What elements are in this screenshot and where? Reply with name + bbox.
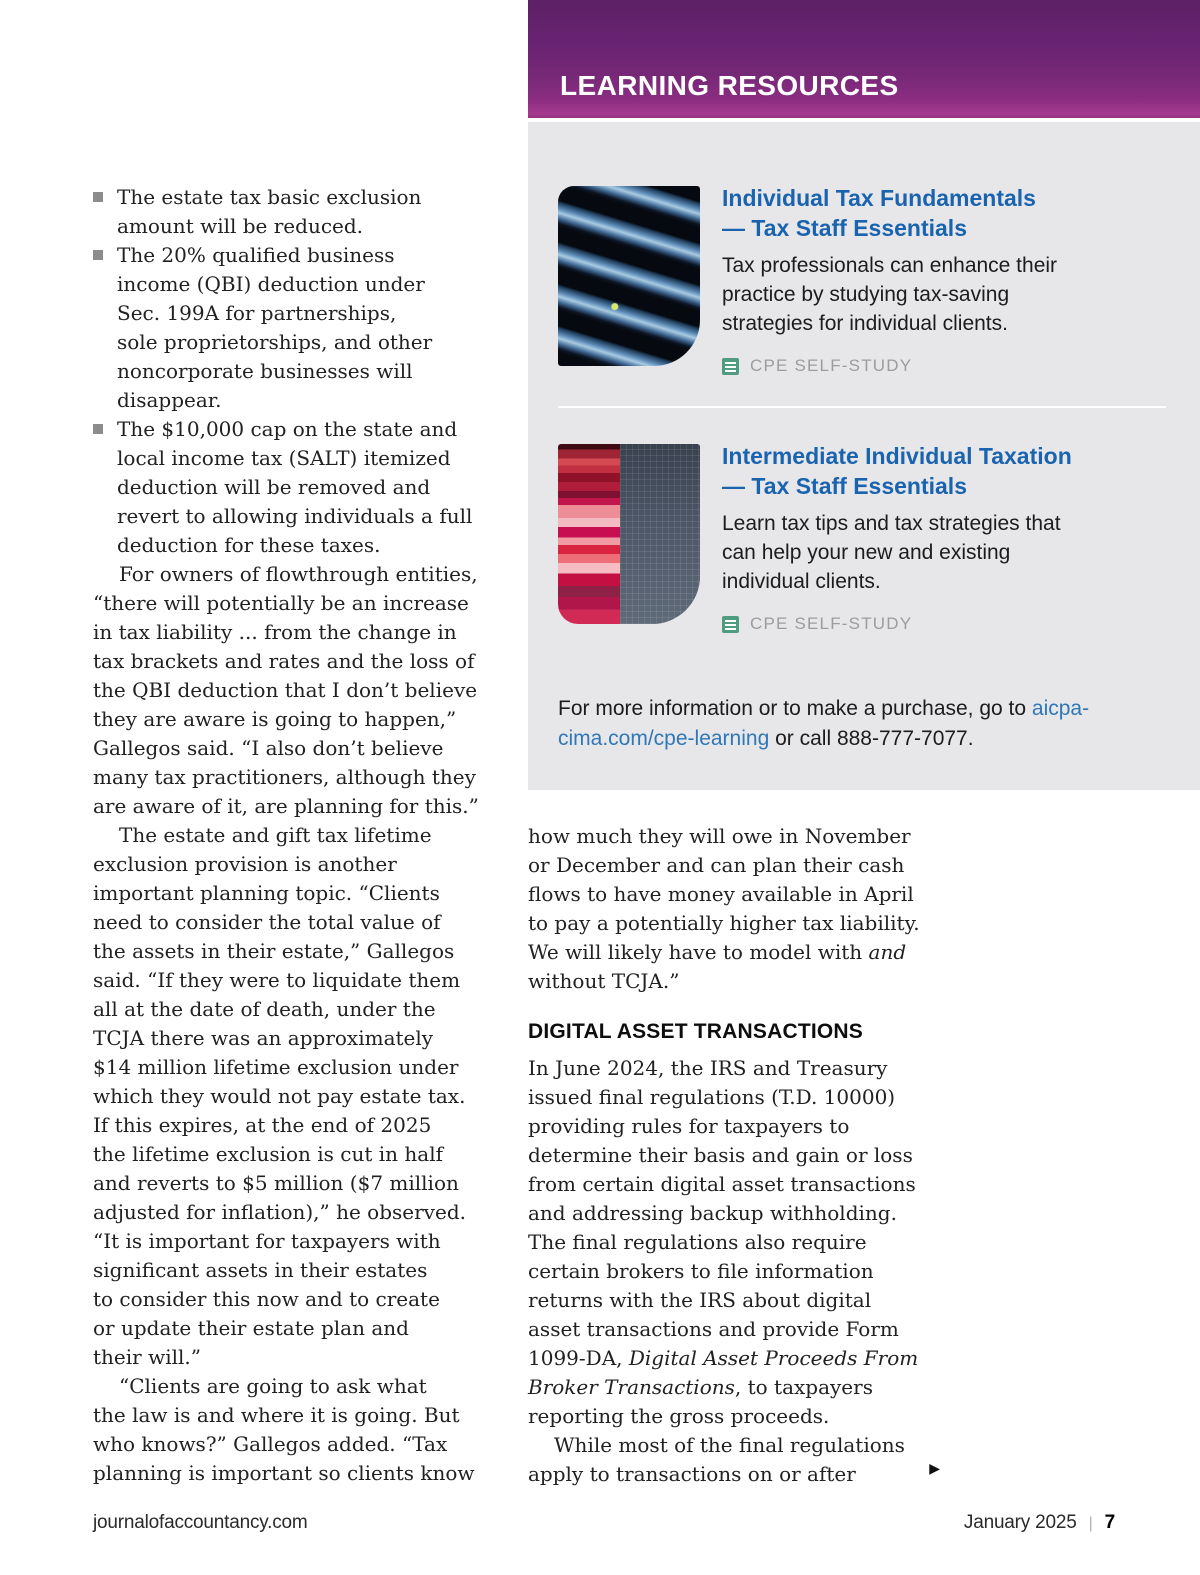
continuation-arrow-icon: ▶ (929, 1461, 940, 1477)
bullet-text: The estate tax basic exclusion amount will be reduced. (117, 185, 422, 238)
red-stripes-image-part (558, 444, 620, 624)
info-text-before-link: For more information or to make a purchase, go to (558, 697, 1027, 720)
learning-resources-body (528, 122, 1200, 790)
footer-issue-group (964, 1512, 1115, 1534)
body-paragraph: While most of the final regulations apply to transactions on or after ▶ (528, 1433, 940, 1486)
article-left-column (93, 183, 513, 1488)
course-title-line1: Individual Tax Fundamentals (722, 185, 1036, 211)
bullet-text: The 20% qualified business income (QBI) deduction under Sec. 199A for partnerships, sole proprietorships, and other noncorporate businesses will disappear. (117, 243, 433, 412)
body-paragraph: For owners of flowthrough entities, “there will potentially be an increase in tax liability ... from the change in tax brackets and rates and the loss of the QBI deduction that I don’t believe they are aware is going to happen,” Gallegos said. “I also don’t believe many tax practitioners, although they are aware of it, are planning for this.” (93, 562, 479, 818)
bullet-square-icon (93, 192, 103, 202)
course-title (722, 441, 1092, 501)
cpe-badge-label: CPE SELF-STUDY (750, 356, 913, 375)
course-divider (558, 406, 1166, 408)
course-title-line1: Intermediate Individual Taxation (722, 443, 1072, 469)
list-lines-icon (722, 616, 739, 633)
panel-title: LEARNING RESOURCES (560, 70, 899, 101)
footer-page-number: 7 (1104, 1512, 1115, 1533)
course-title-line2: — Tax Staff Essentials (722, 473, 967, 499)
course-card (558, 186, 1170, 376)
cpe-badge (722, 356, 1092, 376)
cpe-learning-link[interactable]: aicpa-cima.com/cpe-learning (558, 697, 1090, 750)
body-paragraph: The estate and gift tax lifetime exclusion provision is another important planning topic. “Clients need to consider the total value of the assets in their estate,” Gallegos said. “If they were to liquidate them all at the date of death, under the TCJA there was an approximately $14 million lifetime exclusion under which they would not pay estate tax. If this expires, at the end of 2025 the lifetime exclusion is cut in half and reverts to $5 million ($7 million adjusted for inflation),” he observed. “It is important for taxpayers with significant assets in their estates to consider this now and to create or update their estate plan and their will.” (93, 823, 466, 1369)
bullet-text: The $10,000 cap on the state and local income tax (SALT) itemized deduction will be removed and revert to allowing individuals a full deduction for these taxes. (117, 417, 473, 557)
gray-grid-image-part (620, 444, 700, 624)
bullet-square-icon (93, 250, 103, 260)
bullet-item (93, 415, 513, 560)
course-thumbnail-striped-photo (558, 444, 700, 624)
bullet-item (93, 183, 513, 241)
course-info (700, 444, 1092, 634)
course-description: Learn tax tips and tax strategies that can help your new and existing individual clients. (722, 512, 1061, 593)
learning-resources-panel (528, 0, 1200, 790)
bullet-square-icon (93, 424, 103, 434)
course-card (558, 444, 1170, 634)
footer-site-url: journalofaccountancy.com (93, 1512, 308, 1533)
purchase-info-text (558, 694, 1118, 754)
list-lines-icon (722, 358, 739, 375)
footer-separator: | (1088, 1515, 1093, 1532)
course-description: Tax professionals can enhance their practice by studying tax-saving strategies for individual clients. (722, 254, 1058, 335)
learning-resources-header (528, 0, 1200, 118)
info-text-after-link: or call 888-777-7077. (769, 727, 974, 750)
body-paragraph: “Clients are going to ask what the law is and where it is going. But who knows?” Gallegos added. “Tax planning is important so clients know (93, 1374, 475, 1485)
body-paragraph: In June 2024, the IRS and Treasury issued final regulations (T.D. 10000) providing rules for taxpayers to determine their basis and gain or loss from certain digital asset transactions and addressing backup withholding. The final regulations also require certain brokers to file information returns with the IRS about digital asset transactions and provide Form 1099-DA, Digital Asset Proceeds From Broker Transactions, to taxpayers reporting the gross proceeds. (528, 1056, 919, 1428)
cpe-badge (722, 614, 1092, 634)
body-paragraph: how much they will owe in November or December and can plan their cash flows to have money available in April to pay a potentially higher tax liability. We will likely have to model with and without TCJA.” (528, 824, 920, 993)
article-right-column (528, 822, 940, 1489)
course-title-line2: — Tax Staff Essentials (722, 215, 967, 241)
page-footer (93, 1512, 1115, 1534)
course-title (722, 183, 1092, 243)
section-heading: DIGITAL ASSET TRANSACTIONS (528, 1020, 863, 1043)
course-info (700, 186, 1092, 376)
bullet-item (93, 241, 513, 415)
cpe-badge-label: CPE SELF-STUDY (750, 614, 913, 633)
footer-issue-date: January 2025 (963, 1512, 1077, 1533)
course-thumbnail-building-photo (558, 186, 700, 366)
